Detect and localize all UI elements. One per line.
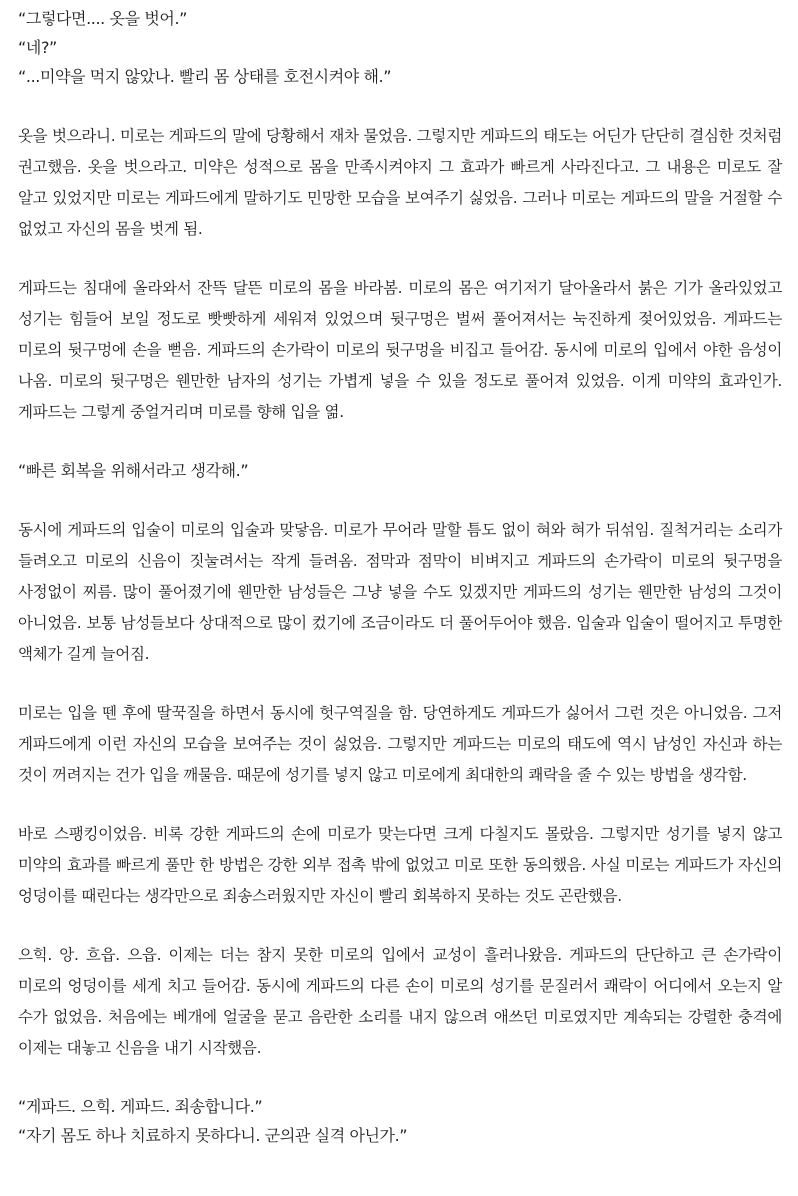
spacer <box>18 485 782 515</box>
spacer <box>18 245 782 273</box>
dialogue-line: “게파드. 으힉. 게파드. 죄송합니다.” <box>18 1097 263 1116</box>
paragraph: 게파드는 침대에 올라와서 잔뜩 달뜬 미로의 몸을 바라봄. 미로의 몸은 여기저기 달아올라서 붉은 기가 올라있었고 성기는 힘들어 보일 정도로 빳빳하게 세워져 있었으며 뒷구멍은 벌써 풀어져서는 눅진하게 젖어있었음. 게파드는 미로의 뒷구멍에 손을 뻗음. 게파드의 손가락이 미로의 뒷구멍을 비집고 들어감. 동시에 미로의 입에서 야한 음성이 나옴. 미로의 뒷구멍은 웬만한 남자의 성기는 가볍게 넣을 수 있을 정도로 풀어져 있었음. 이게 미약의 효과인가. 게파드는 그렇게 중얼거리며 미로를 향해 입을 엶. <box>18 279 782 421</box>
document-body <box>18 4 782 1150</box>
dialogue-line: “네?” <box>18 38 57 57</box>
paragraph: 으힉. 앙. 흐읍. 으읍. 이제는 더는 참지 못한 미로의 입에서 교성이 흘러나왔음. 게파드의 단단하고 큰 손가락이 미로의 엉덩이를 세게 치고 들어감. 동시에 게파드의 다른 손이 미로의 성기를 문질러서 쾌락이 어디에서 오는지 알 수가 없었음. 처음에는 베개에 얼굴을 묻고 음란한 소리를 내지 않으려 애쓰던 미로였지만 계속되는 강렬한 충격에 이제는 대놓고 신음을 내기 시작했음. <box>18 946 782 1057</box>
dialogue-line: “빠른 회복을 위해서라고 생각해.” <box>18 461 249 480</box>
opening-dialogue <box>18 4 782 91</box>
dialogue-line: “자기 몸도 하나 치료하지 못하다니. 군의관 실격 아닌가.” <box>18 1126 408 1145</box>
dialogue-line: “그렇다면.... 옷을 벗어.” <box>18 9 188 28</box>
spacer <box>18 428 782 456</box>
closing-dialogue <box>18 1092 782 1150</box>
dialogue-line: “...미약을 먹지 않았나. 빨리 몸 상태를 호전시켜야 해.” <box>18 67 392 86</box>
spacer <box>18 670 782 698</box>
paragraph: 동시에 게파드의 입술이 미로의 입술과 맞닿음. 미로가 무어라 말할 틈도 없이 혀와 혀가 뒤섞임. 질척거리는 소리가 들려오고 미로의 신음이 짓눌려서는 작게 들려옴. 점막과 점막이 비벼지고 게파드의 손가락이 미로의 뒷구멍을 사정없이 찌름. 많이 풀어졌기에 웬만한 남성들은 그냥 넣을 수도 있겠지만 게파드의 성기는 웬만한 남성의 그것이 아니었음. 보통 남성들보다 상대적으로 많이 컸기에 조금이라도 더 풀어두어야 했음. 입술과 입술이 떨어지고 투명한 액체가 길게 늘어짐. <box>18 521 782 663</box>
spacer <box>18 912 782 940</box>
spacer <box>18 1064 782 1092</box>
spacer <box>18 91 782 121</box>
paragraph: 옷을 벗으라니. 미로는 게파드의 말에 당황해서 재차 물었음. 그렇지만 게파드의 태도는 어딘가 단단히 결심한 것처럼 권고했음. 옷을 벗으라고. 미약은 성적으로 몸을 만족시켜야지 그 효과가 빠르게 사라진다고. 그 내용은 미로도 잘 알고 있었지만 미로는 게파드에게 말하기도 민망한 모습을 보여주기 싫었음. 그러나 미로는 게파드의 말을 거절할 수 없었고 자신의 몸을 벗게 됨. <box>18 127 782 238</box>
paragraph: 바로 스팽킹이었음. 비록 강한 게파드의 손에 미로가 맞는다면 크게 다칠지도 몰랐음. 그렇지만 성기를 넣지 않고 미약의 효과를 빠르게 풀만 한 방법은 강한 외부 접촉 밖에 없었고 미로 또한 동의했음. 사실 미로는 게파드가 자신의 엉덩이를 때린다는 생각만으로 죄송스러웠지만 자신이 빨리 회복하지 못하는 것도 곤란했음. <box>18 825 782 905</box>
paragraph: 미로는 입을 뗀 후에 딸꾹질을 하면서 동시에 헛구역질을 함. 당연하게도 게파드가 싫어서 그런 것은 아니었음. 그저 게파드에게 이런 자신의 모습을 보여주는 것이 싫었음. 그렇지만 게파드는 미로의 태도에 역시 남성인 자신과 하는 것이 꺼려지는 건가 입을 깨물음. 때문에 성기를 넣지 않고 미로에게 최대한의 쾌락을 줄 수 있는 방법을 생각함. <box>18 704 782 784</box>
spacer <box>18 791 782 819</box>
